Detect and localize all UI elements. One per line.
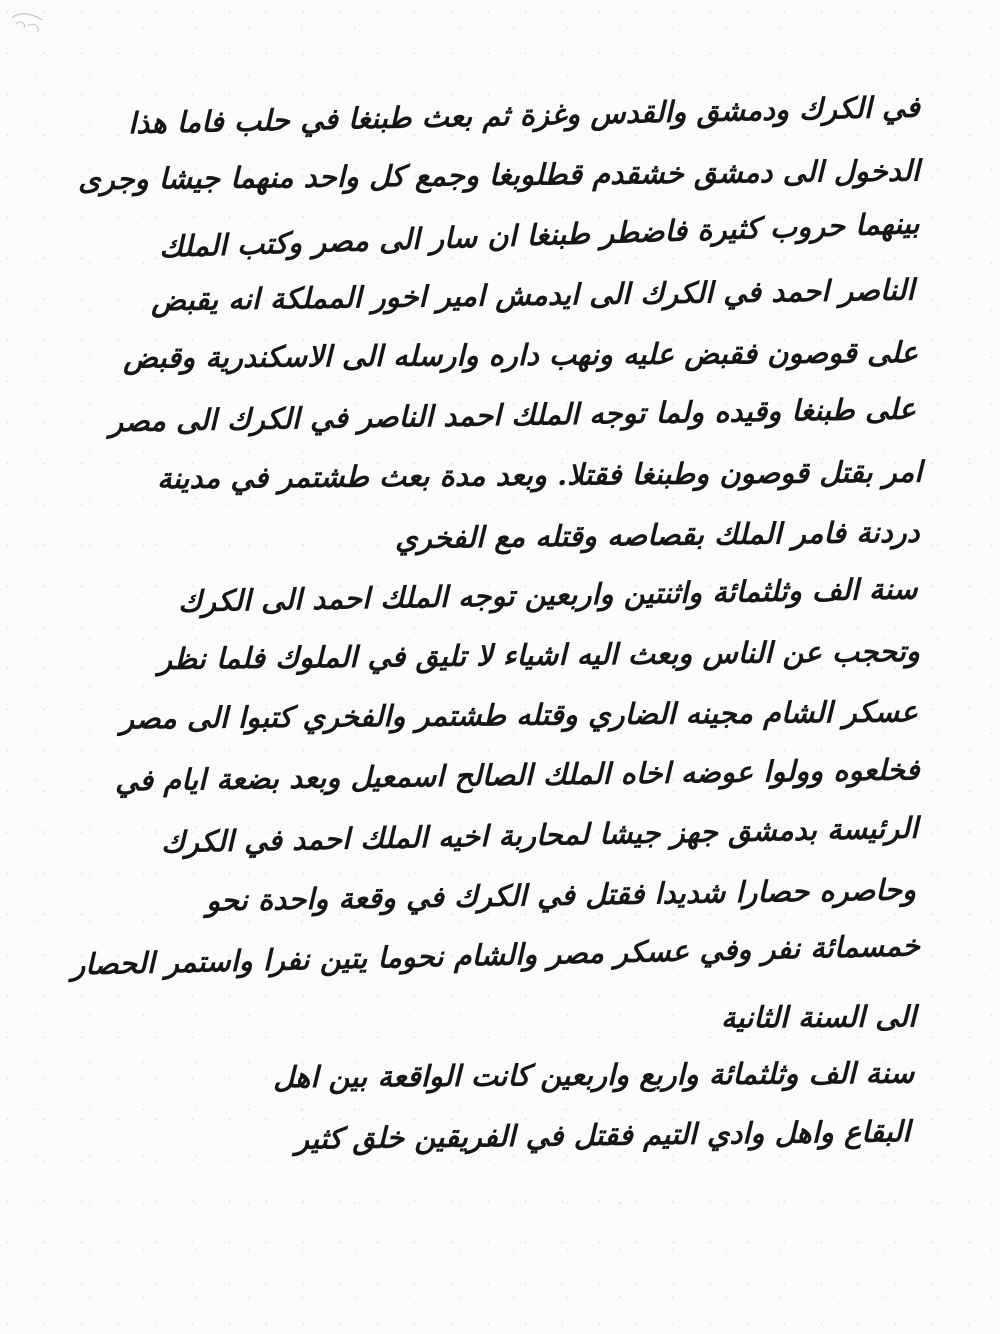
text-line: الدخول الى دمشق خشقدم قطلوبغا وجمع كل واحد منهما جيشا وجرى [78,153,921,197]
text-line: فخلعوه وولوا عوضه اخاه الملك الصالح اسمعيل وبعد بضعة ايام في [115,752,921,798]
text-line: الرئيسة بدمشق جهز جيشا لمحاربة اخيه الملك احمد في الكرك [160,810,919,860]
text-line: الى السنة الثانية [720,999,917,1035]
text-line: سنة الف وثلثمائة واربع واربعين كانت الواقعة بين اهل [272,1055,915,1095]
text-line: امر بقتل قوصون وطبنغا فقتلا. وبعد مدة بعث طشتمر في مدينة [156,454,923,496]
text-line: وحاصره حصارا شديدا فقتل في الكرك في وقعة واحدة نحو [205,872,917,918]
text-line: على قوصون فقبض عليه ونهب داره وارسله الى الاسكندرية وقبض [122,335,919,375]
text-line: البقاع واهل وادي التيم فقتل في الفريقين خلق كثير [294,1114,911,1156]
text-line: دردنة فامر الملك بقصاصه وقتله مع الفخري [395,514,921,556]
text-line: الناصر احمد في الكرك الى ايدمش امير اخور المملكة انه يقبض [150,272,915,318]
text-line: عسكر الشام مجينه الضاري وقتله طشتمر والفخري كتبوا الى مصر [120,694,919,736]
text-line: على طبنغا وقيده ولما توجه الملك احمد الناصر في الكرك الى مصر [108,391,917,439]
text-line: خمسمائة نفر وفي عسكر مصر والشام نحوما يتين نفرا واستمر الحصار [70,928,921,982]
text-line: في الكرك ودمشق والقدس وغزة ثم بعث طبنغا في حلب فاما هذا [127,89,921,141]
text-line: وتحجب عن الناس وبعث اليه اشياء لا تليق في الملوك فلما نظر [157,634,921,676]
text-line: بينهما حروب كثيرة فاضطر طبنغا ان سار الى مصر وكتب الملك [158,206,921,264]
text-line: سنة الف وثلثمائة واثنتين واربعين توجه الملك احمد الى الكرك [178,571,919,619]
